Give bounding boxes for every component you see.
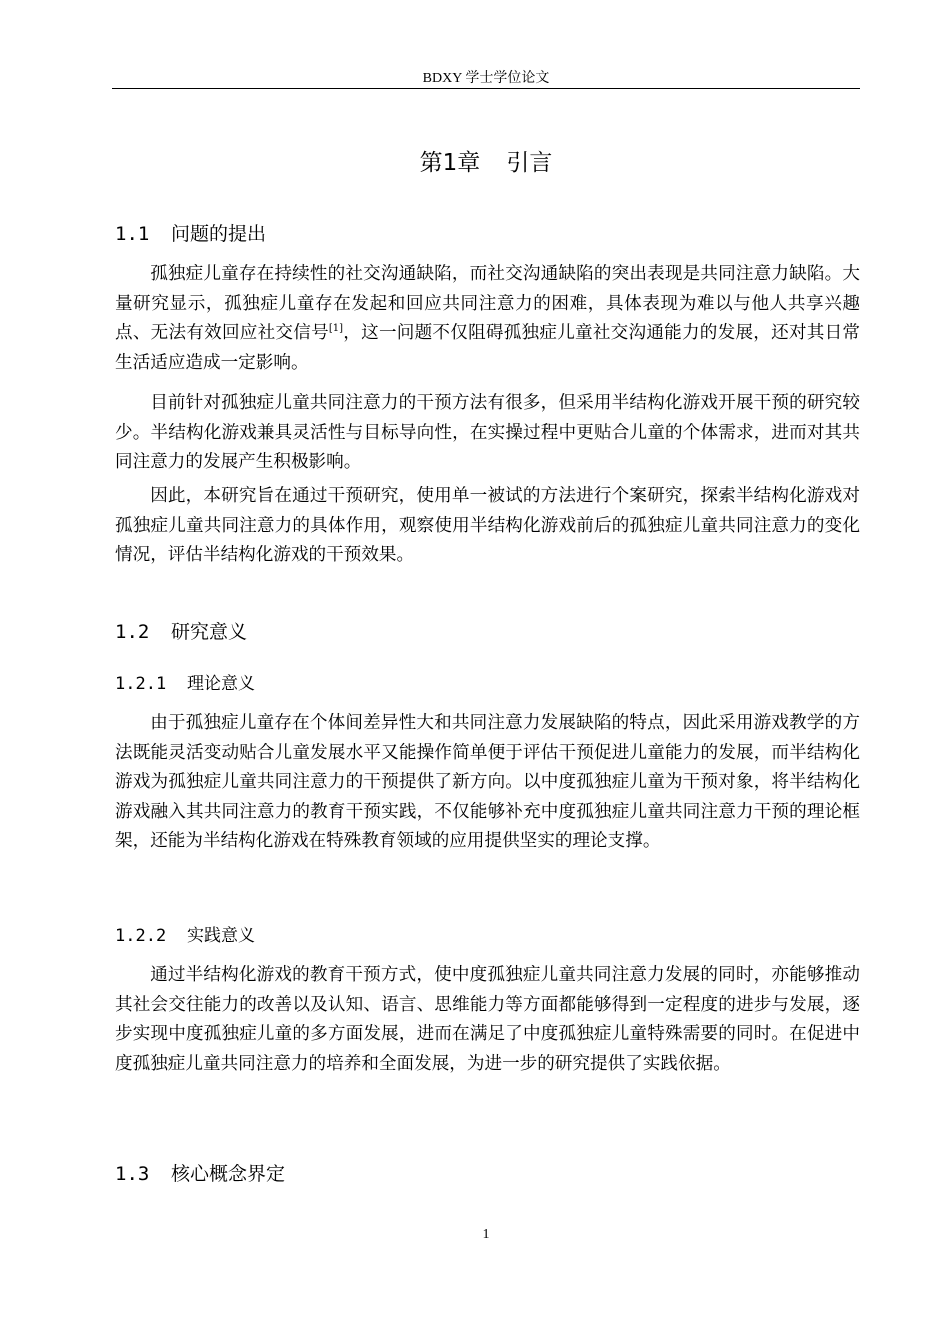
- header-rule: [112, 88, 860, 89]
- chapter-name: 引言: [506, 150, 553, 176]
- paragraph: 通过半结构化游戏的教育干预方式，使中度孤独症儿童共同注意力发展的同时，亦能够推动其社会交往能力的改善以及认知、语言、思维能力等方面都能够得到一定程度的进步与发展，逐步实现中度孤独症儿童的多方面发展，进而在满足了中度孤独症儿童特殊需要的同时。在促进中度孤独症儿童共同注意力的培养和全面发展，为进一步的研究提供了实践依据。: [115, 965, 860, 1074]
- paragraph: 目前针对孤独症儿童共同注意力的干预方法有很多，但采用半结构化游戏开展干预的研究较少。半结构化游戏兼具灵活性与目标导向性，在实操过程中更贴合儿童的个体需求，进而对其共同注意力的发展产生积极影响。: [115, 393, 860, 473]
- chapter-title: [112, 147, 860, 179]
- section-title: 问题的提出: [171, 223, 267, 245]
- section-number: 1.3: [115, 1163, 150, 1185]
- paragraph: 孤独症儿童存在持续性的社交沟通缺陷，而社交沟通缺陷的突出表现是共同注意力缺陷。大量研究显示，孤独症儿童存在发起和回应共同注意力的困难，具体表现为难以与他人共享兴趣点、无法有效回应社交信号[1]，这一问题不仅阻碍孤独症儿童社交沟通能力的发展，还对其日常生活适应造成一定影响。: [115, 264, 860, 373]
- section-number: 1.1: [115, 223, 150, 245]
- section-heading-1-3: [115, 1161, 285, 1187]
- section-heading-1-1: [115, 221, 266, 247]
- paragraph: 由于孤独症儿童存在个体间差异性大和共同注意力发展缺陷的特点，因此采用游戏教学的方法既能灵活变动贴合儿童发展水平又能操作简单便于评估干预促进儿童能力的发展，而半结构化游戏为孤独症儿童共同注意力的干预提供了新方向。以中度孤独症儿童为干预对象，将半结构化游戏融入其共同注意力的教育干预实践，不仅能够补充中度孤独症儿童共同注意力干预的理论框架，还能为半结构化游戏在特殊教育领域的应用提供坚实的理论支撑。: [115, 713, 860, 852]
- section-number: 1.2: [115, 621, 150, 643]
- section-heading-1-2: [115, 619, 247, 645]
- citation-marker: [1]: [328, 323, 344, 335]
- subsection-heading-1-2-1: [115, 672, 255, 696]
- chapter-number: 第1章: [419, 150, 481, 176]
- running-header: BDXY 学士学位论文: [422, 71, 550, 86]
- section-title: 核心概念界定: [171, 1163, 286, 1185]
- paragraph: 因此，本研究旨在通过干预研究，使用单一被试的方法进行个案研究，探索半结构化游戏对孤独症儿童共同注意力的具体作用，观察使用半结构化游戏前后的孤独症儿童共同注意力的变化情况，评估半结构化游戏的干预效果。: [115, 486, 860, 566]
- subsection-title: 理论意义: [187, 674, 255, 694]
- section-title: 研究意义: [171, 621, 248, 643]
- subsection-heading-1-2-2: [115, 924, 255, 948]
- subsection-title: 实践意义: [187, 926, 255, 946]
- subsection-number: 1.2.1: [115, 674, 167, 694]
- subsection-number: 1.2.2: [115, 926, 167, 946]
- page-number: 1: [482, 1227, 490, 1242]
